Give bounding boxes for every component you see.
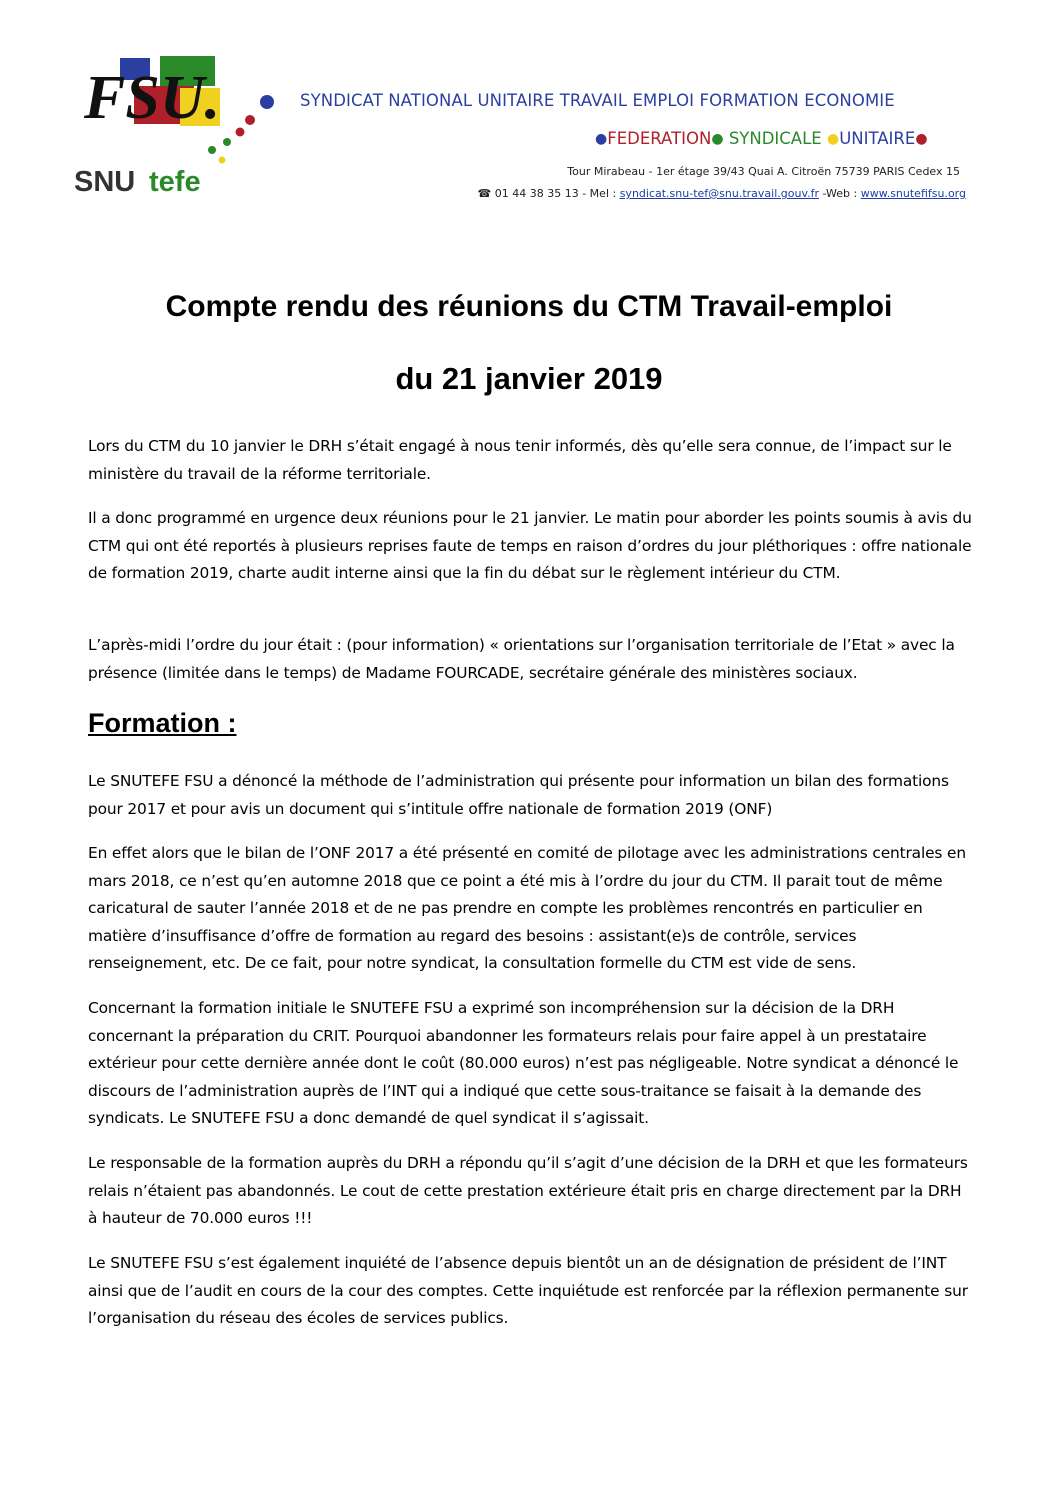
yellow-dot-icon: ●: [826, 131, 840, 147]
web-label: -Web :: [822, 187, 858, 200]
organization-name: SYNDICAT NATIONAL UNITAIRE TRAVAIL EMPLOI FORMATION ECONOMIE: [300, 91, 895, 110]
federation-line: [595, 129, 928, 148]
mel-label: - Mel :: [582, 187, 617, 200]
formation-paragraph-5: Le SNUTEFE FSU s’est également inquiété de l’absence depuis bientôt un an de désignation de président de l’INT ainsi que de l’audit en cours de la cour des comptes. Cette inquiétude est renforcée par la réflexion permanente sur l’organisation du réseau des écoles de services publics.: [88, 1254, 968, 1327]
green-dot-icon: ●: [711, 131, 724, 147]
phone-number: 01 44 38 35 13: [494, 187, 579, 200]
formation-paragraph-4: Le responsable de la formation auprès du DRH a répondu qu’il s’agit d’une décision de la DRH et que les formateurs relais n’étaient pas abandonnés. Le cout de cette prestation extérieure était pris en charge directement par la DRH à hauteur de 70.000 euros !!!: [88, 1154, 968, 1227]
intro-paragraph-1: Lors du CTM du 10 janvier le DRH s’était engagé à nous tenir informés, dès qu’elle sera connue, de l’impact sur le ministère du travail de la réforme territoriale.: [88, 437, 952, 483]
syndicale-word: SYNDICALE: [728, 129, 822, 148]
postal-address: Tour Mirabeau - 1er étage 39/43 Quai A. Citroën 75739 PARIS Cedex 15: [567, 165, 960, 178]
red-dot-icon: ●: [915, 131, 928, 147]
intro-paragraph-3: L’après-midi l’ordre du jour était : (pour information) « orientations sur l’organisation territoriale de l’Etat » avec la présence (limitée dans le temps) de Madame FOURCADE, secrétaire générale des ministères sociaux.: [88, 636, 955, 682]
document-title: Compte rendu des réunions du CTM Travail-emploi: [165, 290, 893, 323]
federation-word: FEDERATION: [607, 129, 712, 148]
phone-icon: ☎: [477, 187, 492, 200]
website-link[interactable]: www.snutefifsu.org: [860, 187, 966, 200]
contact-line: [478, 187, 966, 200]
document-subtitle-date: du 21 janvier 2019: [395, 361, 663, 396]
section-heading-formation: Formation :: [88, 708, 237, 738]
logo-tefe-text: tefe: [149, 166, 201, 198]
formation-paragraph-2: En effet alors que le bilan de l’ONF 2017 a été présenté en comité de pilotage avec les administrations centrales en mars 2018, ce n’est qu’en automne 2018 que ce point a été mis à l’ordre du jour du CTM. Il parait tout de même caricatural de sauter l’année 2018 et de ne pas prendre en compte les problèmes rencontrés en particulier en matière d’insuffisance d’offre de formation au regard des besoins : assistant(e)s de contrôle, services renseignement, etc. De ce fait, pour notre syndicat, la consultation formelle du CTM est vide de sens.: [88, 844, 966, 972]
blue-dot-icon: ●: [595, 131, 608, 147]
intro-paragraph-2: Il a donc programmé en urgence deux réunions pour le 21 janvier. Le matin pour aborder les points soumis à avis du CTM qui ont été reportés à plusieurs reprises faute de temps en raison d’ordres du jour pléthoriques : offre nationale de formation 2019, charte audit interne ainsi que la fin du débat sur le règlement intérieur du CTM.: [88, 509, 972, 582]
formation-paragraph-3: Concernant la formation initiale le SNUTEFE FSU a exprimé son incompréhension sur la décision de la DRH concernant la préparation du CRIT. Pourquoi abandonner les formateurs relais pour faire appel à un prestataire extérieur pour cette dernière année dont le coût (80.000 euros) n’est pas négligeable. Notre syndicat a dénoncé le discours de l’administration auprès de l’INT qui a indiqué que cette sous-traitance se faisait à la demande des syndicats. Le SNUTEFE FSU a donc demandé de quel syndicat il s’agissait.: [88, 999, 959, 1127]
unitaire-word: UNITAIRE: [839, 129, 916, 148]
formation-paragraph-1: Le SNUTEFE FSU a dénoncé la méthode de l’administration qui présente pour information un bilan des formations pour 2017 et pour avis un document qui s’intitule offre nationale de formation 2019 (ONF): [88, 772, 949, 818]
logo-fsu-text: FSU.: [84, 64, 221, 132]
email-link[interactable]: syndicat.snu-tef@snu.travail.gouv.fr: [619, 187, 819, 200]
fsu-snutefe-logo: [62, 48, 287, 200]
logo-snu-text: SNU: [74, 166, 136, 198]
